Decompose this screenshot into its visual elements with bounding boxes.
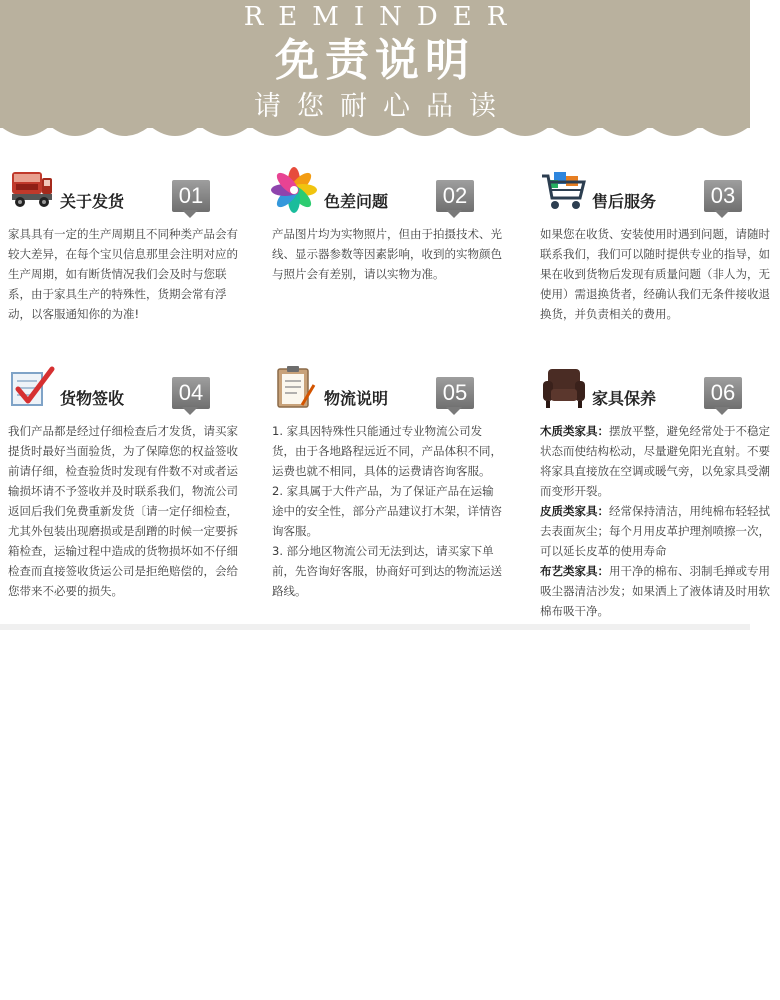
number-tag: [172, 180, 210, 220]
number-tag: [436, 180, 474, 220]
number-tag: [436, 377, 474, 417]
card-header: [8, 365, 248, 415]
card-furniture-care: [540, 365, 780, 625]
number-tag: [704, 180, 742, 220]
clipboard-icon: [272, 365, 320, 411]
paragraph: 如果您在收货、安装使用时遇到问题，请随时联系我们，我们可以随时提供专业的指导，如果在收到货物后发现有质量问题（非人为，无使用）需退换货者，经确认我们无条件接收退换货，并负责相关的费用。: [540, 227, 770, 321]
care-text: 用干净的棉布、羽制毛掸或专用吸尘器清洁沙发；如果洒上了液体请及时用软棉布吸干净。: [540, 564, 770, 618]
number-label: 04: [178, 380, 204, 405]
card-header: [272, 365, 512, 415]
card-text: [272, 421, 504, 601]
card-text: [272, 224, 504, 284]
number-tag: [704, 377, 742, 417]
number-label: 02: [442, 183, 468, 208]
card-title: 色差问题: [324, 192, 389, 211]
card-title: 售后服务: [592, 192, 657, 211]
card-text: [8, 421, 240, 601]
paragraph: 我们产品都是经过仔细检查后才发货，请买家提货时最好当面验货，为了保障您的权益签收前请仔细，检查验货时发现有件数不对或者运输损坏请不予签收并及时联系我们，物流公司返回后我们免费重新发货〔请一定仔细检查，尤其外包装出现磨损或是刮蹭的时候一定要拆箱检查，运输过程中造成的货物损坏如不仔细检查而直接签收货运公司是拒绝赔偿的，会给您带来不必要的损失。: [8, 424, 238, 598]
armchair-icon: [540, 365, 588, 411]
card-header: [540, 168, 780, 218]
header-english: REMINDER: [243, 2, 522, 32]
header-banner: [0, 0, 750, 128]
care-label: 木质类家具：: [540, 424, 609, 438]
care-leather: [540, 501, 772, 561]
paragraph: 1. 家具因特殊性只能通过专业物流公司发货，由于各地路程远近不同，产品体积不同，运费也就不相同，具体的运费请咨询客服。: [272, 424, 502, 478]
care-text: 经常保持清洁，用纯棉布轻轻拭去表面灰尘；每个月用皮革护理剂喷擦一次，可以延长皮革的使用寿命: [540, 504, 770, 558]
scallop-border: [0, 126, 750, 140]
care-label: 布艺类家具：: [540, 564, 609, 578]
divider: [0, 624, 750, 630]
card-text: [540, 224, 772, 324]
paragraph: 产品图片均为实物照片，但由于拍摄技术、光线、显示器参数等因素影响，收到的实物颜色与照片会有差别，请以实物为准。: [272, 227, 502, 281]
card-header: [8, 168, 248, 218]
care-fabric: [540, 561, 772, 621]
color-wheel-icon: [272, 168, 320, 214]
card-header: [272, 168, 512, 218]
number-label: 05: [442, 380, 468, 405]
card-title: 货物签收: [60, 389, 125, 408]
care-wood: [540, 421, 772, 501]
care-text: 摆放平整，避免经常处于不稳定状态而使结构松动，尽量避免阳光直射。不要将家具直接放在空调或暖气旁，以免家具受潮而变形开裂。: [540, 424, 770, 498]
number-label: 06: [710, 380, 736, 405]
number-tag: [172, 377, 210, 417]
card-text: [8, 224, 240, 324]
truck-icon: [8, 168, 56, 214]
number-label: 01: [178, 183, 204, 208]
paragraph: 2. 家具属于大件产品，为了保证产品在运输途中的安全性，部分产品建议打木架，详情咨询客服。: [272, 484, 502, 538]
card-title: 物流说明: [324, 389, 389, 408]
page-subtitle: 请您耐心品读: [254, 91, 512, 122]
card-header: [540, 365, 780, 415]
card-receipt: [8, 365, 248, 625]
card-title: 家具保养: [592, 389, 657, 408]
number-label: 03: [710, 183, 736, 208]
page-title: 免责说明: [275, 35, 475, 86]
card-text: [540, 421, 772, 621]
checkmark-icon: [8, 365, 56, 411]
paragraph: 家具具有一定的生产周期且不同种类产品会有较大差异，在每个宝贝信息那里会注明对应的生产周期，如有断货情况我们会及时与您联系，由于家具生产的特殊性，货期会常有浮动，以客服通知你的为准!: [8, 227, 238, 321]
care-label: 皮质类家具：: [540, 504, 609, 518]
card-title: 关于发货: [60, 192, 125, 211]
card-logistics: [272, 365, 512, 625]
shopping-cart-icon: [540, 168, 588, 214]
paragraph: 3. 部分地区物流公司无法到达，请买家下单前，先咨询好客服，协商好可到达的物流运送路线。: [272, 544, 502, 598]
